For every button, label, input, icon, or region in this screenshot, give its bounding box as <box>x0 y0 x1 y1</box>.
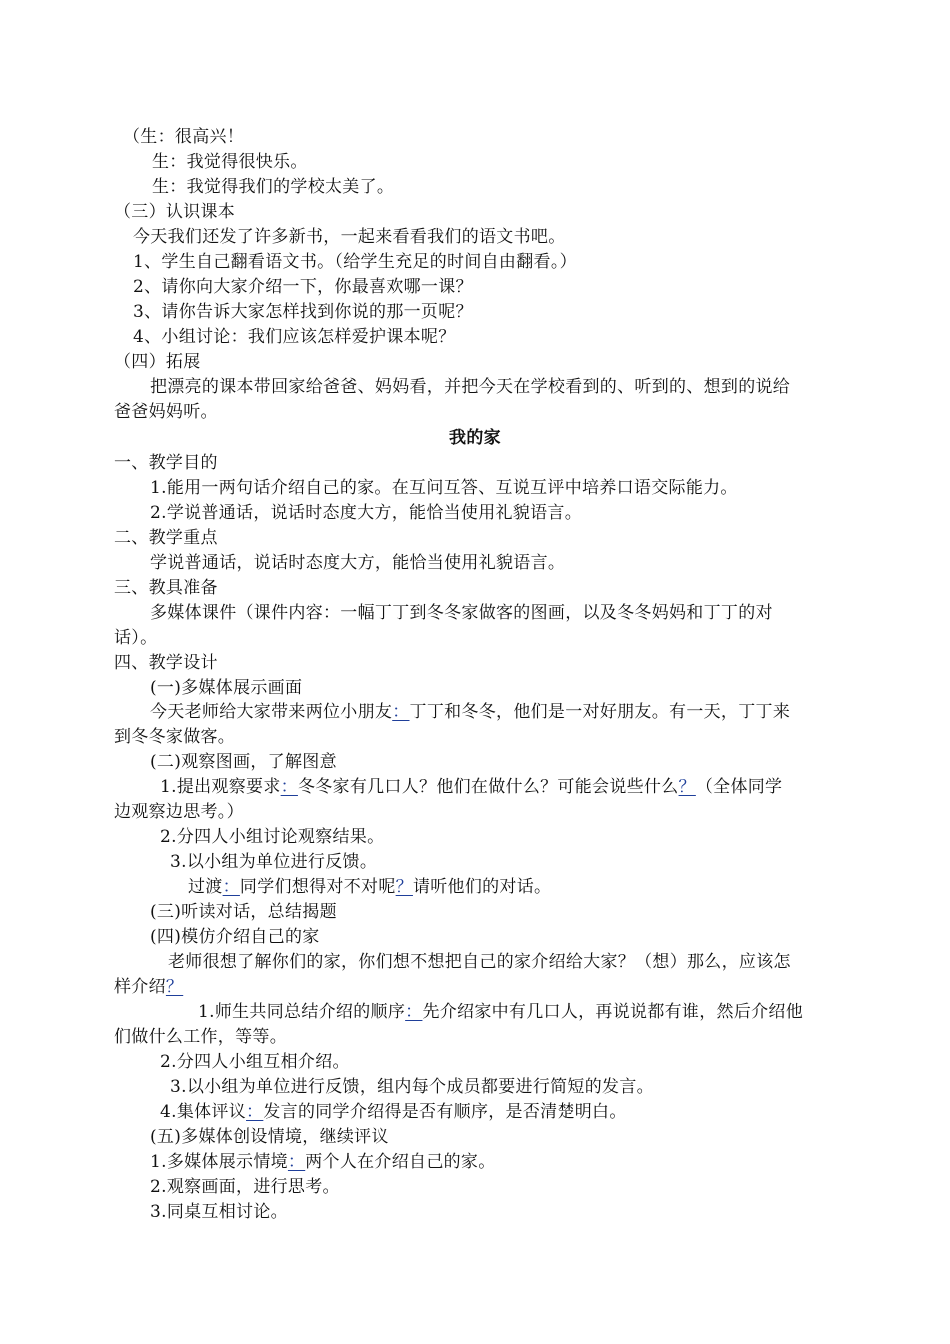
text-run: 到冬冬家做客。 <box>114 727 236 747</box>
text-run: 学说普通话，说话时态度大方，能恰当使用礼貌语言。 <box>150 553 566 573</box>
text-line <box>198 1000 803 1024</box>
text-run: 样介绍 <box>114 977 166 997</box>
text-run: ： <box>246 1102 264 1122</box>
text-run: ： <box>287 1152 306 1172</box>
text-run: 2.分四人小组互相介绍。 <box>160 1052 350 1072</box>
text-run: 两个人在介绍自己的家。 <box>305 1152 496 1172</box>
text-run: 二、教学重点 <box>114 528 218 548</box>
text-run: 4、小组讨论：我们应该怎样爱护课本呢？ <box>133 327 456 347</box>
text-line <box>114 1025 287 1049</box>
text-run: 发言的同学介绍得是否有顺序，是否清楚明白。 <box>263 1102 627 1122</box>
text-line <box>152 175 394 199</box>
text-run: 2.学说普通话，说话时态度大方，能恰当使用礼貌语言。 <box>150 503 583 523</box>
text-line <box>150 925 320 949</box>
text-run: （四）拓展 <box>114 352 201 372</box>
section-heading <box>114 451 218 475</box>
text-line <box>170 1075 654 1099</box>
text-line <box>160 775 782 799</box>
text-line <box>150 476 738 500</box>
text-line <box>160 1050 350 1074</box>
text-run: （全体同学 <box>695 777 783 797</box>
text-run: 四、教学设计 <box>114 653 218 673</box>
text-run: 话）。 <box>114 628 158 648</box>
text-run: 2、请你向大家介绍一下，你最喜欢哪一课？ <box>133 277 473 297</box>
text-run: 同学们想得对不对呢 <box>239 877 396 897</box>
text-run: 今天老师给大家带来两位小朋友 <box>150 702 393 722</box>
text-line <box>150 700 790 724</box>
text-line <box>152 150 308 174</box>
text-line <box>150 900 337 924</box>
text-line <box>133 275 473 299</box>
text-run: 2.分四人小组讨论观察结果。 <box>160 827 385 847</box>
text-run: 多媒体课件（课件内容：一幅丁丁到冬冬家做客的图画，以及冬冬妈妈和丁丁的对 <box>150 603 773 623</box>
text-line <box>150 375 790 399</box>
text-line <box>170 850 377 874</box>
text-run: 一、教学目的 <box>114 453 218 473</box>
text-line <box>150 551 565 575</box>
text-run: 请听他们的对话。 <box>412 877 552 897</box>
section-heading <box>114 526 218 550</box>
text-run: 边观察边思考。） <box>114 802 244 822</box>
text-run: 老师很想了解你们的家，你们想不想把自己的家介绍给大家？（想）那么，应该怎 <box>168 952 791 972</box>
text-line <box>150 1175 340 1199</box>
text-line <box>150 601 773 625</box>
text-run: 1.多媒体展示情境 <box>150 1152 288 1172</box>
text-run: ： <box>405 1002 423 1022</box>
text-run: 先介绍家中有几口人，再说说都有谁，然后介绍他 <box>422 1002 804 1022</box>
text-line <box>133 325 456 349</box>
text-run: 4.集体评议 <box>160 1102 247 1122</box>
text-line <box>114 725 235 749</box>
text-run: ？ <box>165 977 184 997</box>
text-run: ？ <box>395 877 413 897</box>
text-line <box>160 1100 627 1124</box>
text-run: ： <box>222 877 240 897</box>
text-run: (二)观察图画，了解图意 <box>150 752 337 772</box>
text-line <box>114 400 218 424</box>
text-line <box>133 250 577 274</box>
text-line <box>133 225 566 249</box>
text-run: （生：很高兴！ <box>123 127 245 147</box>
text-run: 1.师生共同总结介绍的顺序 <box>198 1002 406 1022</box>
text-run: 3、请你告诉大家怎样找到你说的那一页呢？ <box>133 302 473 322</box>
text-line <box>114 626 157 650</box>
text-line <box>150 501 582 525</box>
text-run: (四)模仿介绍自己的家 <box>150 927 320 947</box>
lesson-title <box>0 426 950 450</box>
text-run: 今天我们还发了许多新书，一起来看看我们的语文书吧。 <box>133 227 566 247</box>
text-line <box>150 1200 288 1224</box>
text-run: 冬冬家有几口人？他们在做什么？可能会说些什么 <box>297 777 679 797</box>
text-run: (一)多媒体展示画面 <box>150 678 303 698</box>
text-run: ？ <box>678 777 696 797</box>
text-line <box>188 875 551 899</box>
section-heading <box>114 576 218 600</box>
text-run: ： <box>280 777 298 797</box>
text-run: 把漂亮的课本带回家给爸爸、妈妈看，并把今天在学校看到的、听到的、想到的说给 <box>150 377 791 397</box>
text-line <box>133 300 473 324</box>
text-line <box>150 750 337 774</box>
section-heading <box>114 651 218 675</box>
text-run: 2.观察画面，进行思考。 <box>150 1177 340 1197</box>
text-run: ： <box>392 702 410 722</box>
text-line <box>150 1150 496 1174</box>
text-run: 生：我觉得很快乐。 <box>152 152 308 172</box>
text-run: 生：我觉得我们的学校太美了。 <box>152 177 395 197</box>
text-run: 1.提出观察要求 <box>160 777 281 797</box>
text-run: 1.能用一两句话介绍自己的家。在互问互答、互说互评中培养口语交际能力。 <box>150 478 738 498</box>
text-run: 1、学生自己翻看语文书。（给学生充足的时间自由翻看。） <box>133 252 577 272</box>
text-line <box>114 800 244 824</box>
text-run: 们做什么工作，等等。 <box>114 1027 287 1047</box>
text-line <box>160 825 384 849</box>
text-run: 我的家 <box>449 428 501 448</box>
text-run: （三）认识课本 <box>114 202 236 222</box>
text-run: (五)多媒体创设情境，继续评议 <box>150 1127 389 1147</box>
text-line <box>114 975 183 999</box>
section-heading <box>114 200 235 224</box>
text-run: 3.以小组为单位进行反馈，组内每个成员都要进行简短的发言。 <box>170 1077 654 1097</box>
text-run: 3.以小组为单位进行反馈。 <box>170 852 378 872</box>
section-heading <box>114 350 201 374</box>
text-run: 丁丁和冬冬，他们是一对好朋友。有一天，丁丁来 <box>409 702 791 722</box>
text-line <box>168 950 791 974</box>
text-run: 过渡 <box>188 877 223 897</box>
text-run: 3.同桌互相讨论。 <box>150 1202 288 1222</box>
text-run: 三、教具准备 <box>114 578 218 598</box>
text-line <box>123 125 244 149</box>
text-line <box>150 1125 389 1149</box>
text-run: (三)听读对话，总结揭题 <box>150 902 337 922</box>
text-line <box>150 676 302 700</box>
text-run: 爸爸妈妈听。 <box>114 402 218 422</box>
